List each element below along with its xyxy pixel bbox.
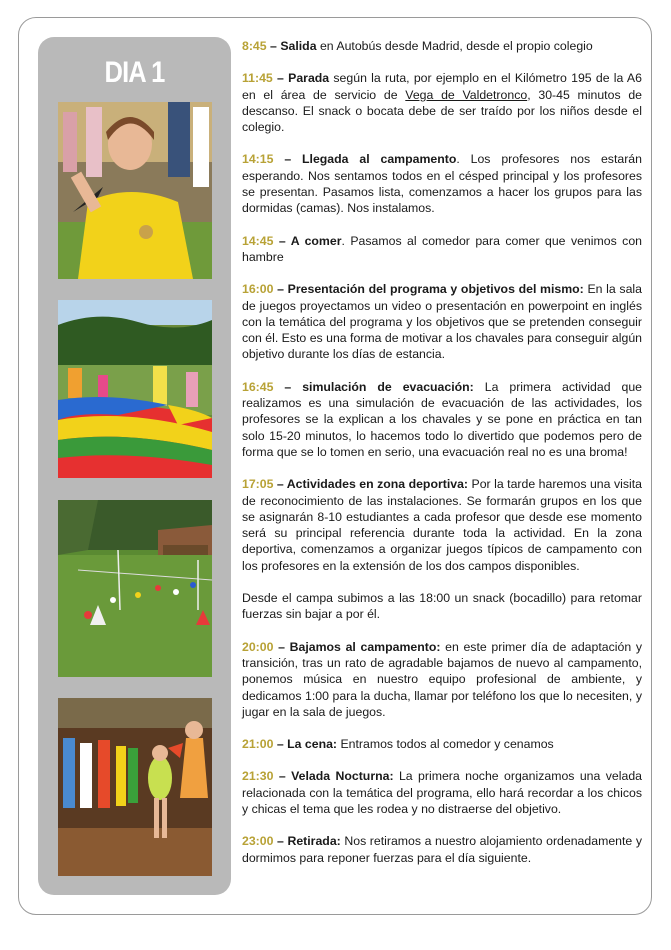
schedule-entry [242, 70, 642, 135]
entry-heading: Retirada: [287, 834, 341, 849]
entry-time: 16:00 [242, 282, 274, 297]
schedule-entry [242, 151, 642, 216]
schedule-content [242, 38, 642, 882]
entry-heading: Llegada al campamento [302, 152, 457, 167]
entry-time: 20:00 [242, 639, 274, 654]
entry-body: . Los profesores nos estarán esperando. Nos sentamos todos en el césped principal y los profesores se presentan. Pasamos lista, comenzamos a hacer los grupos para las dormidas (camas). Nos instalamos. [242, 152, 642, 216]
schedule-note [242, 590, 642, 623]
entry-heading: Presentación del programa y objetivos del mismo: [287, 282, 584, 297]
entry-body: La primera noche organizamos una velada relacionada con la temática del programa, ello hará recordar a los chicos y chicas el tema que les rodea y no distraerse del objetivo. [242, 769, 642, 816]
entry-sep: – [272, 71, 289, 86]
entry-body: en este primer día de adaptación y transición, tras un rato de agradable bajamos de nuevo al campamento, ponemos música en nuestro equipo profesional de ambiente, y dedicamos 1:00 para la ducha, llamar por teléfono los que lo necesiten, y jugar en la sala de juegos. [242, 639, 642, 719]
entry-sep: – [273, 769, 292, 784]
entry-body: en Autobús desde Madrid, desde el propio colegio [316, 39, 593, 53]
entry-time: 14:15 [242, 152, 274, 167]
entry-heading: Velada Nocturna: [291, 769, 394, 784]
entry-time: 17:05 [242, 477, 274, 492]
entry-body: . Pasamos al comedor para comer que venimos con hambre [242, 233, 642, 264]
entry-body: Desde el campa subimos a las 18:00 un snack (bocadillo) para retomar fuerzas sin bajar a por él. [242, 591, 642, 622]
photo-sports-field [58, 500, 212, 677]
entry-heading: Salida [280, 39, 317, 53]
schedule-entry [242, 38, 642, 54]
entry-time: 14:45 [242, 233, 274, 248]
photo-instructor-microphone [58, 102, 212, 279]
schedule-entry [242, 639, 642, 720]
entry-sep: – [273, 737, 288, 752]
photo-indoor-dance [58, 698, 212, 876]
entry-sep: – [266, 39, 281, 53]
schedule-entry [242, 379, 642, 460]
entry-body: Entramos todos al comedor y cenamos [337, 737, 554, 752]
entry-body: según la ruta, por ejemplo en el Kilómetro 195 de la A6 en el área de servicio de [242, 71, 642, 102]
entry-sep: – [273, 834, 288, 849]
photo-parachute-game [58, 300, 212, 478]
entry-sep: – [273, 282, 288, 297]
entry-body: Nos retiramos a nuestro alojamiento ordenadamente y dormimos para reponer fuerzas para el día siguiente. [242, 834, 642, 865]
schedule-entry [242, 833, 642, 866]
entry-time: 8:45 [242, 39, 267, 53]
entry-heading: Actividades en zona deportiva: [286, 477, 469, 492]
entry-time: 21:00 [242, 737, 274, 752]
entry-heading: La cena: [287, 737, 338, 752]
entry-heading: Parada [288, 71, 330, 86]
entry-sep: – [273, 379, 303, 394]
place-link[interactable]: Vega de Valdetronco [405, 87, 528, 102]
entry-heading: Bajamos al campamento: [289, 639, 441, 654]
entry-sep: – [273, 152, 303, 167]
entry-body: La primera actividad que realizamos es una simulación de evacuación de las actividades, los profesores se la explican a los chavales y se pone en práctica en tan solo 15-20 minutos, lo hacemos todo lo divertido que podemos pero de forma que se lo tomen en serio, una evacuación real no es una broma! [242, 379, 642, 459]
schedule-entry [242, 736, 642, 752]
entry-time: 23:00 [242, 834, 274, 849]
entry-sep: – [273, 639, 290, 654]
entry-body: Por la tarde haremos una visita de reconocimiento de las instalaciones. Se formarán grupos en los que se asignarán 8-10 estudiantes a cada profesor que desde ese momento será su principal referencia durante toda la actividad. En la zona deportiva, comenzamos a organizar juegos típicos de campamento con los profesores en la extensión de los dos campos disponibles. [242, 477, 642, 573]
entry-heading: simulación de evacuación: [302, 379, 474, 394]
entry-body: En la sala de juegos proyectamos un video o presentación en powerpoint en inglés con la temática del programa y los objetivos que se pretenden conseguir con él. Esto es una forma de motivar a los chavales para conseguir algún objetivo durante los días de estancia. [242, 282, 642, 362]
entry-time: 11:45 [242, 71, 273, 86]
schedule-entry [242, 233, 642, 266]
entry-heading: A comer [290, 233, 342, 248]
schedule-entry [242, 768, 642, 817]
entry-sep: – [273, 477, 287, 492]
entry-time: 16:45 [242, 379, 274, 394]
schedule-entry [242, 281, 642, 362]
schedule-entry [242, 476, 642, 574]
entry-sep: – [273, 233, 291, 248]
entry-time: 21:30 [242, 769, 274, 784]
entry-body-cont: , 30-45 minutos de descanso. El snack o bocata debe de ser traído por los niños desde el colegio. [242, 87, 643, 135]
day-title: DIA 1 [104, 56, 165, 89]
